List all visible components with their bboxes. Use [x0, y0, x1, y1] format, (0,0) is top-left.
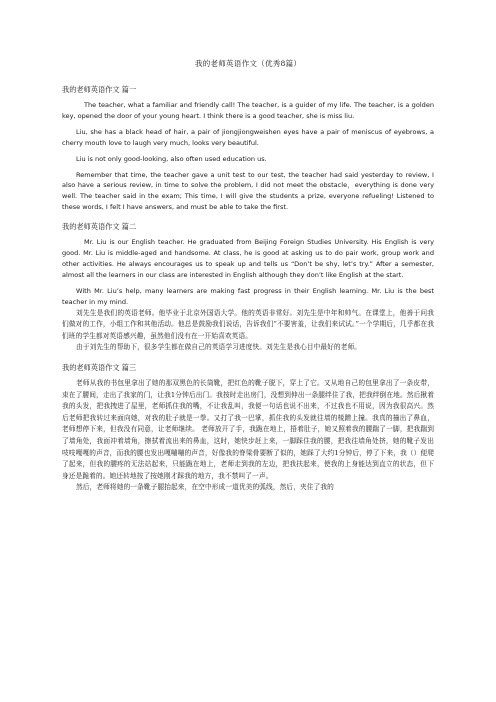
paragraph: Liu is not only good-looking, also often used education us. [76, 154, 267, 163]
section-2 [62, 222, 434, 354]
document-page [62, 0, 434, 494]
document-title: 我的老师英语作文（优秀8篇） [194, 59, 302, 68]
paragraph: Remember that time, the teacher gave a unit test to our test, the teacher had said yesterday to review, I also have a serious review, in time to solve the problem, I did not meet the obstacle，everything is done very well. The teacher said in the exam; This time, I will give the students a prize, everyone refueling! Listened to these words, I felt I have answers, and must be able to take the first. [62, 170, 434, 212]
section-heading: 我的老师英语作文 篇三 [62, 362, 137, 372]
section-3 [62, 363, 434, 494]
section-1 [62, 85, 434, 213]
paragraph: 刘先生是我们的英语老师。他毕业于北京外国语大学。他的英语非常好。刘先生是中年和帅气。在课堂上，他善于问我们做对的工作，小组工作和其他活动。他总是鼓励我们说话，告诉我们“不要害羞，让我们来试试。”一个学期后，几乎都在我们班的学生都对英语感兴趣，虽然他们没有在一开始喜欢英语。 [62, 308, 434, 340]
paragraph: Mr. Liu is our English teacher. He graduated from Beijing Foreign Studies University. His English is very good. Mr. Liu is middle-aged and handsome. At class, he is good at asking us to do pair work, group work and other activities. He always encourages us to speak up and tells us “Don’t be shy, let’s try.” After a semester, almost all the learners in our class are interested in English although they don’t like English at the start. [62, 238, 434, 279]
section-heading: 我的老师英语作文 篇二 [62, 222, 137, 232]
section-heading: 我的老师英语作文 篇一 [62, 85, 137, 94]
paragraph: 由于刘先生的帮助下，很多学生都在做自己的英语学习进度快。刘先生是我心目中最好的老师。 [76, 343, 362, 352]
paragraph: 老师从我的书包里拿出了她的那双黑色的长筒靴，把红色的靴子脱下，穿上了它。又从地自己的包里拿出了一条皮带，束在了腰间，走出了我家的门，让我1分钟后出门。我按时走出房门，没想到伸出一条腿绊住了我，把我绊倒在地。然后揪着我的头发，把我拽进了屋里，老师抓住我的嘴，不让我乱叫，我便一句话也说不出来，不过我也不用说，因为我很高兴。然后老师把我转过来面向她，对我的肚子就是一拳。又打了我一巴掌，抓住我的头发就往墙的棱蹭上撞。我真的撞出了鼻血，老师想停下来，但我没有同意，让老师继续。 老师放开了手，我跪在地上，捂着肚子，她又照着我的腰踹了一脚，把我踹到了墙角处，我面冲着墙角，擦拭着流出来的鼻血，这时，她快步赶上来，一脚踩住我的腰，把我往墙角处挤，她的靴子发出吱吱嘎嘎的声音，而我的腰也发出嘎嘣嘣的声音，好像我的脊梁骨要断了似的，她踩了大约1分钟后，停了下来，我（）便爬了起来，但我的腰疼的无法站起来，只能跪在地上，老师走到我的左边，把我扶起来，使我的上身能达到直立的状态，但下身还是跪着的。她还转地按了按她刚才踩我的地方，我不禁叫了一声。 [62, 378, 434, 480]
paragraph: Liu, she has a black head of hair, a pair of jiongjiongweishen eyes have a pair of meniscus of eyebrows, a cherry mouth love to laugh very much, looks very beautiful. [62, 127, 434, 147]
paragraph: 然后，老师将她的一条靴子腿抬起来，在空中形成一道优美的弧线，然后，夹住了我的 [76, 483, 334, 492]
paragraph: With Mr. Liu’s help, many learners are making fast progress in their English learning. Mr. Liu is the best teacher in my mind. [62, 286, 434, 306]
paragraph: The teacher, what a familiar and friendly call! The teacher, is a guider of my life. The teacher, is a golden key, opened the door of your young heart. I think there is a good teacher, she is miss liu. [62, 101, 434, 120]
